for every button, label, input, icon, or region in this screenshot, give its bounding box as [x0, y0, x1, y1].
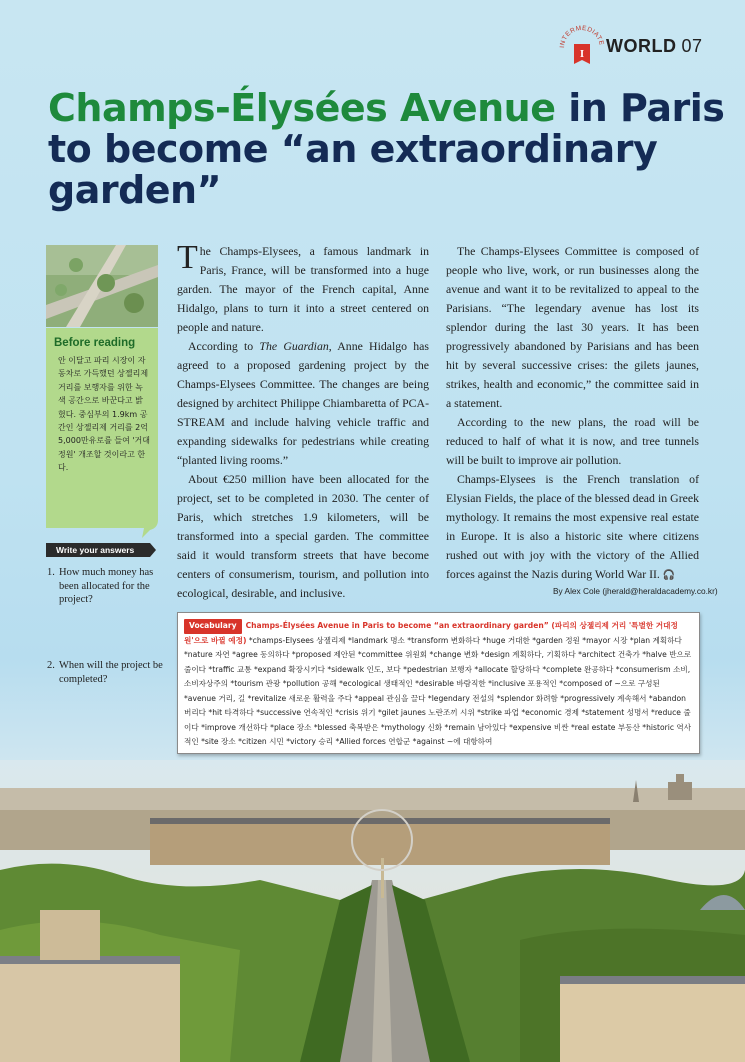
paragraph-6	[446, 470, 699, 585]
intermediate-level-badge	[558, 24, 606, 68]
section-header	[606, 36, 703, 57]
publication-name: The Guardian	[259, 339, 329, 353]
title-highlight: Champs-Élysées Avenue	[48, 86, 556, 130]
paragraph-1	[177, 239, 429, 337]
title-rest: in Paris to become “an extraordinary garden”	[48, 86, 725, 212]
article-column-1	[177, 239, 429, 603]
author-byline: By Alex Cole (jherald@heraldacademy.co.kr)	[553, 586, 718, 596]
vocabulary-list: *champs-Elysees 상젤리제 *landmark 명소 *transform 변화하다 *huge 거대한 *garden 정원 *mayor 시장 *plan 계획하다 *nature 자연 *agree 동의하다 *proposed 제안된 *committee 위원회 *change 변화 *design 계획하다, 기획하다 *architect 건축가 *halve 반으로 줄이다 *traffic 교통 *expand 확장시키다 *sidewalk 인도, 보다 *pedestrian 보행자 *allocate 할당하다 *complete 완공하다 *consumerism 소비, 소비자상주의 *tourism 관광 *pollution 공해 *ecological 생태적인 *desirable 바람직한 *inclusive 포용적인 *composed of ~으로 구성된 *avenue 거리, 길 *revitalize 새로운 활력을 주다 *appeal 관심을 끌다 *legendary 전설의 *splendor 화려함 *progressively 계속해서 *abandon 버리다 *hit 타격하다 *successive 연속적인 *crisis 위기 *gilet jaunes 노란조끼 시위 *strike 파업 *economic 경제 *statement 성명서 *reduce 줄이다 *improve 개선하다 *place 장소 *blessed 축복받은 *mythology 신화 *remain 남아있다 *expensive 비싼 *real estate 부동산 *historic 역사적인 *site 장소 *citizen 시민 *victory 승리 *Allied forces 연합군 *against ~에 대항하여	[184, 635, 692, 746]
question-2	[47, 659, 167, 686]
level-label: INTERMEDIATE	[558, 24, 605, 49]
paragraph-4: The Champs-Elysees Committee is composed of people who live, work, or run businesses along the avenue and want it to be revitalized to appeal to the Parisians. “The legendary avenue has lost its splendor during the last 30 years. It has been progressively abandoned by Parisians and has been hit by several successive crises: the gilets jaunes, strikes, health and economic,” the committee said in a statement.	[446, 244, 699, 410]
write-answers-heading: Write your answers	[56, 545, 135, 555]
paragraph-1-text: he Champs-Elysees, a famous landmark in Paris, France, will be transformed into a huge garden. The mayor of the French capital, Anne Hidalgo, plans to turn it into a street centered on people and nature.	[177, 244, 429, 334]
vocabulary-content	[184, 619, 692, 750]
section-label: WORLD	[606, 36, 677, 56]
question-text: How much money has been allocated for the project?	[59, 567, 154, 605]
question-number: 1.	[47, 567, 55, 578]
before-reading-heading: Before reading	[54, 337, 136, 349]
article-title	[48, 88, 738, 211]
page-number: 07	[681, 36, 703, 56]
badge-letter: I	[579, 48, 585, 60]
before-reading-text: 안 이달고 파리 시장이 자동차로 가득했던 상젤리제 거리를 보행자를 위한 녹색 공간으로 바꾼다고 밝혔다. 중심부의 1.9km 공간인 상젤리제 거리를 2억5,000만유로를 들여 '거대정원' 개조할 것이라고 한다.	[58, 356, 151, 473]
paragraph-2-text-b: , Anne Hidalgo has agreed to a proposed gardening project by the Champs-Elysees Committee. The changes are being designed by architect Philippe Chiambaretta of PCA-STREAM and include halving vehicle traffic and expanding sidewalks for pedestrians while creating “planted living rooms.”	[177, 339, 429, 467]
vocabulary-heading: Champs-Élysées Avenue in Paris to become “an extraordinary garden” (파리의 상젤리제 거리 '특별한 거대정원'으로 바뀔 예정)	[184, 621, 678, 645]
question-1	[47, 566, 167, 607]
paragraph-3: About €250 million have been allocated for the project, set to be completed in 2030. The center of Paris, which stretches 1.9 kilometers, will be transformed into a special garden. The committee said it would transform streets that have become centers of consumerism, tourism, and pollution into ecological, desirable, and inclusive.	[177, 472, 429, 600]
vocabulary-tag: Vocabulary	[184, 619, 242, 634]
drop-cap: T	[177, 239, 198, 276]
paris-cityscape-photo	[0, 760, 745, 1062]
question-text: When will the project be completed?	[59, 660, 163, 685]
paragraph-5: According to the new plans, the road will be reduced to half of what it is now, and tree tunnels will be built to improve air pollution.	[446, 415, 699, 467]
article-column-2	[446, 242, 699, 585]
question-number: 2.	[47, 660, 55, 671]
aerial-rendering-image	[46, 245, 158, 327]
paragraph-2	[177, 337, 429, 470]
paragraph-2-text-a: According to	[188, 339, 260, 353]
headphones-icon[interactable]: 🎧	[662, 570, 676, 581]
paragraph-6-text: Champs-Elysees is the French translation of Elysian Fields, the place of the blessed dead in Greek mythology. It remains the most expensive real estate in Europe. It is also a historic site where citizens rushed out with joy with the victory of the Allied forces against the Nazis during World War II.	[446, 472, 699, 581]
